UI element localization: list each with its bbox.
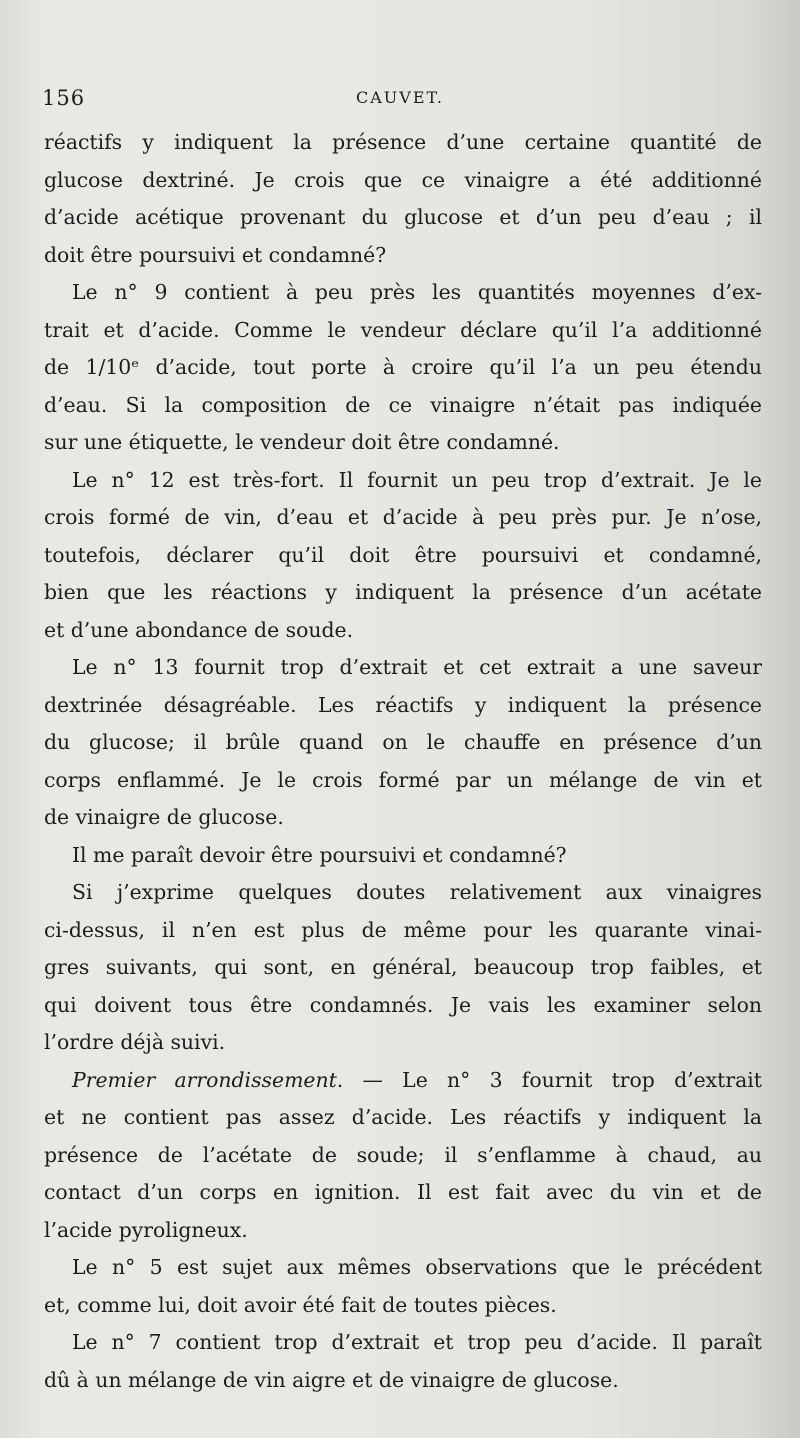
text-line: sur une étiquette, le vendeur doit être condamné. xyxy=(44,430,560,454)
text-line: Le n° 9 contient à peu près les quantités moyennes d’ex- xyxy=(72,280,762,304)
text-line: Si j’exprime quelques doutes relativement aux vinaigres xyxy=(72,880,762,904)
text-line: de vinaigre de glucose. xyxy=(44,805,284,829)
text-line: crois formé de vin, d’eau et d’acide à peu près pur. Je n’ose, xyxy=(44,505,762,529)
text-line: présence de l’acétate de soude; il s’enflamme à chaud, au xyxy=(44,1142,762,1167)
text-line: de 1/10ᵉ d’acide, tout porte à croire qu’il l’a un peu étendu xyxy=(44,355,762,379)
text-line: Le n° 13 fournit trop d’extrait et cet extrait a une saveur xyxy=(72,655,762,679)
text-line: gres suivants, qui sont, en général, beaucoup trop faibles, et xyxy=(44,955,762,979)
text-line: dû à un mélange de vin aigre et de vinaigre de glucose. xyxy=(44,1367,619,1392)
text-line: et d’une abondance de soude. xyxy=(44,617,354,642)
text-line: bien que les réactions y indiquent la présence d’un acétate xyxy=(44,580,762,604)
text-line: glucose dextriné. Je crois que ce vinaigre a été additionné xyxy=(44,167,762,192)
page-header xyxy=(42,86,762,116)
text-line: qui doivent tous être condamnés. Je vais les examiner selon xyxy=(44,992,762,1017)
page-number: 156 xyxy=(42,86,86,110)
text-line: et, comme lui, doit avoir été fait de toutes pièces. xyxy=(44,1292,557,1317)
text-line: trait et d’acide. Comme le vendeur déclare qu’il l’a additionné xyxy=(44,317,762,342)
text-line: Il me paraît devoir être poursuivi et condamné? xyxy=(72,842,567,867)
text-line: d’acide acétique provenant du glucose et d’un peu d’eau ; il xyxy=(44,205,762,229)
text-line: contact d’un corps en ignition. Il est fait avec du vin et de xyxy=(44,1180,762,1204)
text-line: et ne contient pas assez d’acide. Les réactifs y indiquent la xyxy=(44,1105,762,1129)
text-line: réactifs y indiquent la présence d’une certaine quantité de xyxy=(44,130,762,154)
text-line: l’ordre déjà suivi. xyxy=(44,1030,226,1054)
running-head: CAUVET. xyxy=(356,88,444,107)
section-heading-italic: Premier arrondissement. xyxy=(72,1067,344,1092)
text-line-tail: — Le n° 3 fournit trop d’extrait xyxy=(343,1067,762,1092)
text-line: Le n° 12 est très-fort. Il fournit un peu trop d’extrait. Je le xyxy=(72,467,762,492)
text-line: Le n° 5 est sujet aux mêmes observations que le précédent xyxy=(72,1255,762,1279)
text-line: l’acide pyroligneux. xyxy=(44,1217,248,1242)
text-line: du glucose; il brûle quand on le chauffe en présence d’un xyxy=(44,730,762,754)
body-text xyxy=(44,124,762,1399)
text-line xyxy=(44,1062,762,1100)
text-line: ci-dessus, il n’en est plus de même pour les quarante vinai- xyxy=(44,917,762,942)
text-line: doit être poursuivi et condamné? xyxy=(44,242,387,267)
text-line: toutefois, déclarer qu’il doit être poursuivi et condamné, xyxy=(44,542,762,567)
text-line: d’eau. Si la composition de ce vinaigre n’était pas indiquée xyxy=(44,392,762,417)
text-line: Le n° 7 contient trop d’extrait et trop peu d’acide. Il paraît xyxy=(72,1330,762,1354)
text-line: corps enflammé. Je le crois formé par un mélange de vin et xyxy=(44,767,762,792)
text-line: dextrinée désagréable. Les réactifs y indiquent la présence xyxy=(44,692,762,717)
